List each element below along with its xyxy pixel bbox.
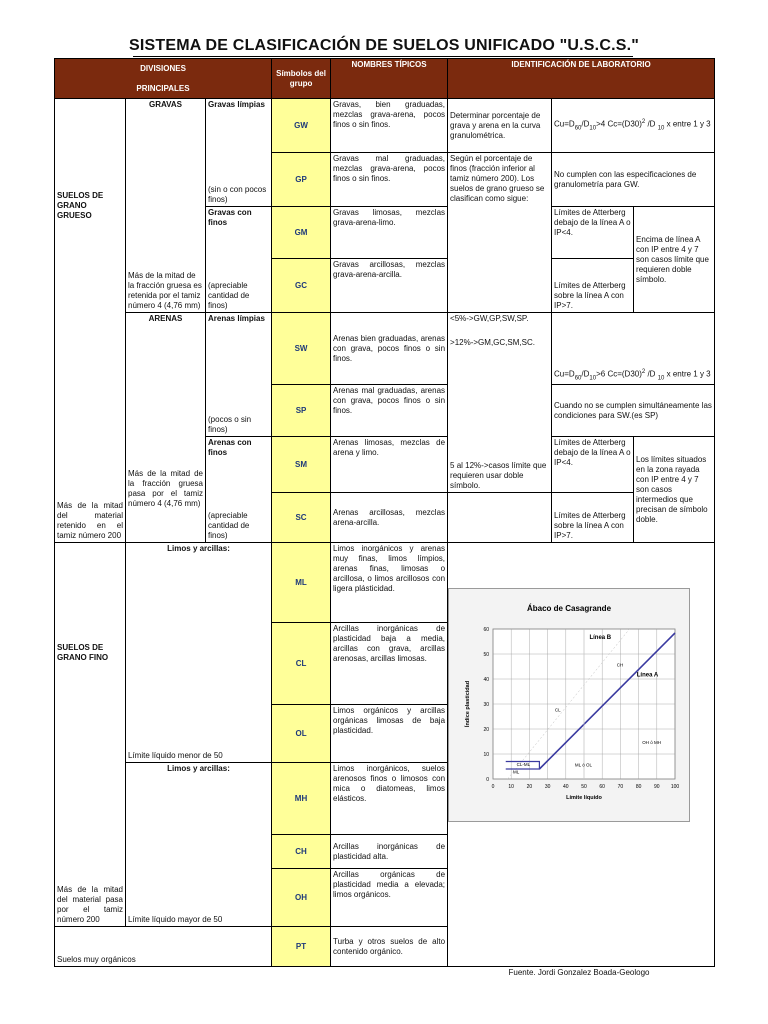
gravas-limpias: Gravas límpias: [206, 99, 272, 153]
y-tick-label: 50: [483, 652, 489, 658]
x-tick-label: 20: [526, 784, 533, 790]
name-gc: Gravas arcillosas, mezclas grava-arena-arcilla.: [331, 259, 448, 313]
name-gw: Gravas, bien graduadas, mezclas grava-arena, pocos finos o sin finos.: [331, 99, 448, 153]
suelos-grano-grueso: SUELOS DE GRANO GRUESO: [55, 99, 126, 313]
y-tick-label: 40: [483, 677, 489, 683]
x-tick-label: 80: [635, 784, 642, 790]
symbol-gm: GM: [272, 207, 331, 259]
x-tick-label: 30: [544, 784, 551, 790]
arenas-con-finos-note: (apreciable cantidad de finos): [206, 493, 272, 543]
lab-sw-cu-b: >6 Cc=(D30): [596, 369, 642, 379]
name-gm: Gravas limosas, mezclas grava-arena-limo.: [331, 207, 448, 259]
x-tick-label: 70: [617, 784, 624, 790]
arenas-heading: ARENAS: [126, 313, 206, 385]
y-tick-label: 60: [483, 627, 489, 633]
x-tick-label: 50: [581, 784, 587, 790]
symbol-oh: OH: [272, 869, 331, 927]
suelos-grano-fino: SUELOS DE GRANO FINO: [55, 543, 126, 763]
symbol-gw: GW: [272, 99, 331, 153]
y-tick-label: 30: [483, 702, 489, 708]
name-cl: Arcillas inorgánicas de plasticidad baja a media, arcillas con grava, arcillas arenosas, arcillas limosas.: [331, 623, 448, 705]
x-axis-label: Límite líquido: [566, 795, 602, 801]
zone-label: ML: [513, 769, 520, 775]
x-tick-label: 90: [654, 784, 660, 790]
header-simbolos: Símbolos del grupo: [272, 59, 331, 99]
limite-liquido-menor: Límite líquido menor de 50: [126, 705, 272, 763]
arenas-limpias-note: (pocos o sin finos): [206, 385, 272, 437]
uscs-table: [54, 58, 715, 967]
name-sm: Arenas limosas, mezclas de arena y limo.: [331, 437, 448, 493]
name-mh: Limos inorgánicos, suelos arenosos finos o limosos con mica o diatomeas, limos elásticos.: [331, 763, 448, 835]
lab-gt12: >12%->GM,GC,SM,SC.: [450, 338, 535, 347]
lab-gm-atterberg: Límites de Atterberg debajo de la línea A o IP<4.: [552, 207, 634, 259]
name-sw: Arenas bien graduadas, arenas con grava, pocos finos o sin finos.: [331, 313, 448, 385]
limos-arcillas-menor: Limos y arcillas:: [126, 543, 272, 623]
gravas-criteria: Más de la mitad de la fracción gruesa es retenida por el tamiz número 4 (4,76 mm): [126, 153, 206, 313]
lab-percent-rules: [448, 313, 552, 385]
lab-lt5: <5%->GW,GP,SW,SP.: [450, 314, 529, 323]
x-tick-label: 40: [563, 784, 569, 790]
header-identificacion: IDENTIFICACIÓN DE LABORATORIO: [448, 59, 715, 99]
gravas-con-finos: Gravas con finos: [206, 207, 272, 259]
line-b-label: Línea B: [589, 635, 612, 641]
page-title: SISTEMA DE CLASIFICACIÓN DE SUELOS UNIFICADO "U.S.C.S.": [128, 37, 640, 54]
lab-g-encima: Encima de línea A con IP entre 4 y 7 son casos límite que requieren doble símbolo.: [634, 207, 715, 313]
x-tick-label: 100: [670, 784, 680, 790]
limos-arcillas-mayor: Limos y arcillas:: [126, 763, 272, 835]
symbol-sc: SC: [272, 493, 331, 543]
header-nombres: NOMBRES TÍPICOS: [331, 59, 448, 99]
symbol-mh: MH: [272, 763, 331, 835]
symbol-ol: OL: [272, 705, 331, 763]
lab-sc-atterberg: Límites de Atterberg sobre la línea A con IP>7.: [552, 493, 634, 543]
limite-liquido-mayor: Límite líquido mayor de 50: [126, 869, 272, 927]
zone-label: CH: [616, 662, 624, 668]
lab-segun: Según el porcentaje de finos (fracción inferior al tamiz número 200). Los suelos de grano grueso se clasifican como sigue:: [448, 153, 552, 313]
lab-range: 5 al 12%->casos límite que requieren usar doble símbolo.: [448, 385, 552, 493]
arenas-criteria: Más de la mitad de la fracción gruesa pasa por el tamiz número 4 (4,76 mm): [126, 437, 206, 543]
gravas-limpias-note: (sin o con pocos finos): [206, 153, 272, 207]
line-a-label: Línea A: [636, 672, 659, 679]
x-tick-label: 0: [491, 784, 495, 790]
symbol-pt: PT: [272, 927, 331, 967]
lab-sw-cu-c: entre 1 y 3: [670, 369, 711, 379]
lab-sw-cu-a: Cu=D: [554, 369, 575, 379]
suelos-muy-organicos: Suelos muy orgánicos: [55, 927, 272, 967]
symbol-ml: ML: [272, 543, 331, 623]
lab-s-limites: Los límites situados en la zona rayada con IP entre 4 y 7 son casos intermedios que precisan de símbolo doble.: [634, 437, 715, 543]
lab-gw-criteria: $Cu=D_{60}/D_{10}>4$ $Cc=(D30)^2$ /D $_{10}$ x entre 1 y 3: [552, 99, 715, 153]
y-tick-label: 20: [483, 727, 489, 733]
symbol-gc: GC: [272, 259, 331, 313]
fine-spacer-2: [126, 835, 272, 869]
title-underline: [133, 56, 633, 57]
name-pt: Turba y otros suelos de alto contenido orgánico.: [331, 927, 448, 967]
lab-gw-cu-c: entre 1 y 3: [670, 119, 711, 129]
gravas-con-finos-note: (apreciable cantidad de finos): [206, 259, 272, 313]
chart-title: Ábaco de Casagrande: [526, 604, 612, 613]
x-tick-label: 60: [599, 784, 605, 790]
fine-spacer: [126, 623, 272, 705]
header-divisiones: [55, 59, 272, 99]
lab-gp-no: No cumplen con las especificaciones de granulometría para GW.: [552, 153, 715, 207]
gravas-heading: GRAVAS: [126, 99, 206, 153]
symbol-ch: CH: [272, 835, 331, 869]
lab-sc-spacer: [448, 493, 552, 543]
y-tick-label: 0: [486, 777, 489, 783]
suelos-grano-fino-criteria: Más de la mitad del material pasa por el tamiz número 200: [55, 763, 126, 927]
y-tick-label: 10: [483, 752, 489, 758]
lab-gw-cu-a: Cu=D: [554, 119, 575, 129]
name-oh: Arcillas orgánicas de plasticidad media a elevada; limos orgánicos.: [331, 869, 448, 927]
name-sp: Arenas mal graduadas, arenas con grava, pocos finos o sin finos.: [331, 385, 448, 437]
lab-sw-criteria: $Cu=D_{60}/D_{10}>6$ $Cc=(D30)^2$ /D $_{10}$ x entre 1 y 3: [552, 313, 715, 385]
name-ch: Arcillas inorgánicas de plasticidad alta.: [331, 835, 448, 869]
name-gp: Gravas mal graduadas, mezclas grava-arena, pocos finos o sin finos.: [331, 153, 448, 207]
header-divisiones-label: DIVISIONES: [140, 63, 186, 73]
arenas-limpias: Arenas límpias: [206, 313, 272, 385]
x-tick-label: 10: [508, 784, 514, 790]
lab-determinar: Determinar porcentaje de grava y arena en la curva granulométrica.: [448, 99, 552, 153]
zone-label: OH ó MH: [642, 740, 662, 745]
y-axis-label: Índice plasticidad: [465, 680, 471, 728]
name-sc: Arenas arcillosas, mezclas arena-arcilla.: [331, 493, 448, 543]
lab-gc-atterberg: Límites de Atterberg sobre la línea A con IP>7.: [552, 259, 634, 313]
symbol-sw: SW: [272, 313, 331, 385]
symbol-sp: SP: [272, 385, 331, 437]
zone-label: ML ó OL: [574, 762, 592, 768]
lab-sm-atterberg: Límites de Atterberg debajo de la línea A o IP<4.: [552, 437, 634, 493]
zone-label: CL-ML: [516, 762, 531, 767]
suelos-grano-grueso-criteria: Más de la mitad del material retenido en el tamiz número 200: [55, 313, 126, 543]
source-credit: Fuente. Jordi Gonzalez Boada-Geologo: [508, 968, 650, 977]
zone-label: CL: [554, 707, 561, 713]
lab-sp-no: Cuando no se cumplen simultáneamente las condiciones para SW.(es SP): [552, 385, 715, 437]
symbol-gp: GP: [272, 153, 331, 207]
header-principales-label: PRINCIPALES: [136, 83, 190, 93]
name-ol: Limos orgánicos y arcillas orgánicas limosas de baja plasticidad.: [331, 705, 448, 763]
casagrande-chart: [448, 588, 690, 822]
symbol-cl: CL: [272, 623, 331, 705]
arenas-con-finos: Arenas con finos: [206, 437, 272, 493]
casagrande-chart-svg: [449, 589, 689, 821]
name-ml: Limos inorgánicos y arenas muy finas, limos límpios, arenas finas, limosas o arcillosa, o limos arcillosos con ligera plásticidad.: [331, 543, 448, 623]
lab-gw-cu-b: >4 Cc=(D30): [596, 119, 642, 129]
arenas-spacer: [126, 385, 206, 437]
symbol-sm: SM: [272, 437, 331, 493]
